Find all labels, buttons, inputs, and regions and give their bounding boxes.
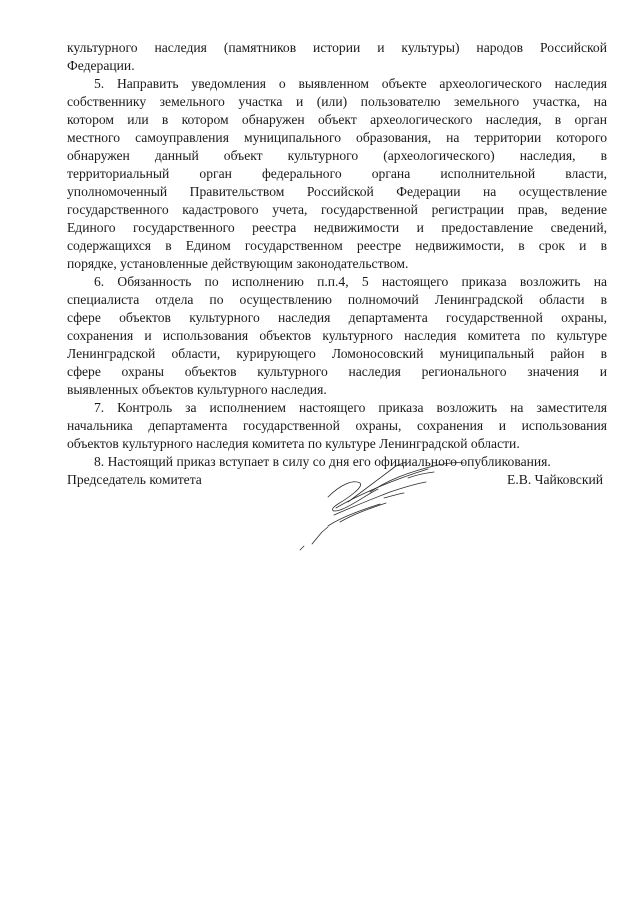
paragraph-line: уполномоченный Правительством Российской Федерации на осуществление [67,184,607,199]
handwritten-signature [288,452,488,562]
paragraph-line: сфере охраны объектов культурного наследия регионального значения и [67,364,607,379]
paragraph-line: Ленинградской области, курирующего Ломоносовский муниципальный район в [67,346,607,361]
paragraph-line: обнаружен данный объект культурного (археологического) наследия, в [67,148,607,163]
signatory-name: Е.В. Чайковский [507,472,603,487]
paragraph-line: государственного кадастрового учета, государственной регистрации прав, ведение [67,202,607,217]
paragraph-line: 6. Обязанность по исполнению п.п.4, 5 настоящего приказа возложить на [94,274,607,289]
paragraph-line: содержащихся в Едином государственном реестре недвижимости, в срок и в [67,238,607,253]
paragraph-line: Единого государственного реестра недвижимости и предоставление сведений, [67,220,607,235]
paragraph-line: сохранения и использования объектов культурного наследия комитета по культуре [67,328,607,343]
paragraph-line: местного самоуправления муниципального образования, на территории которого [67,130,607,145]
signature-block [67,471,603,489]
paragraph-line: объектов культурного наследия комитета по культуре Ленинградской области. [67,436,520,451]
paragraph-line: территориальный орган федерального органа исполнительной власти, [67,166,607,181]
paragraph-line: котором или в котором обнаружен объект археологического наследия, в орган [67,112,607,127]
paragraph-line: культурного наследия (памятников истории и культуры) народов Российской [67,40,607,55]
paragraph-line: выявленных объектов культурного наследия. [67,382,327,397]
paragraph-line: Федерации. [67,58,135,73]
paragraph-line: специалиста отдела по осуществлению полномочий Ленинградской области в [67,292,607,307]
paragraph-line: сфере объектов культурного наследия департамента государственной охраны, [67,310,607,325]
paragraph-line: порядке, установленные действующим законодательством. [67,256,409,271]
signatory-position: Председатель комитета [67,472,202,487]
paragraph-line: собственнику земельного участка и (или) пользователю земельного участка, на [67,94,607,109]
paragraph-line: начальника департамента государственной охраны, сохранения и использования [67,418,607,433]
paragraph-line: 8. Настоящий приказ вступает в силу со дня его официального опубликования. [94,454,551,469]
paragraph-line: 5. Направить уведомления о выявленном объекте археологического наследия [94,76,607,91]
paragraph-line: 7. Контроль за исполнением настоящего приказа возложить на заместителя [94,400,607,415]
